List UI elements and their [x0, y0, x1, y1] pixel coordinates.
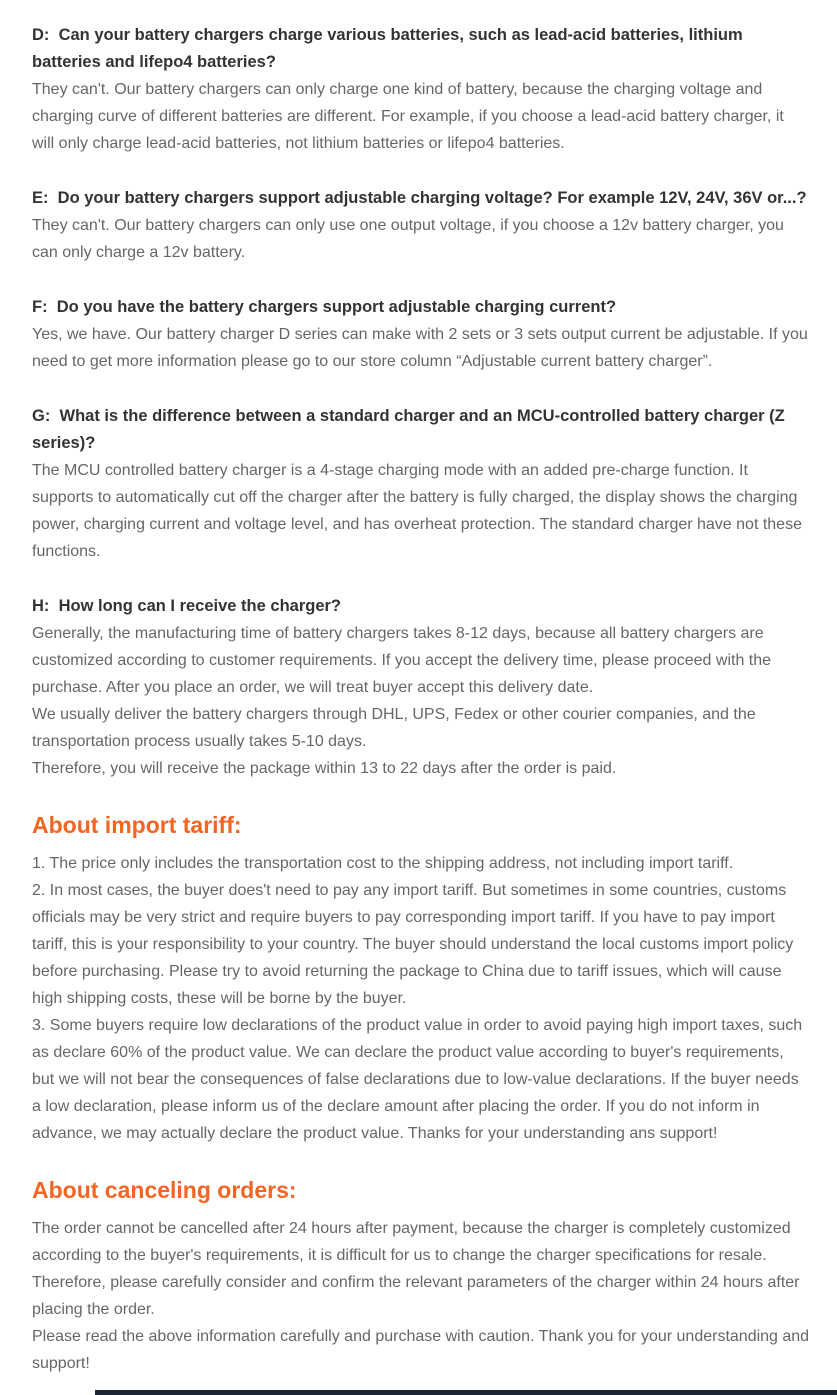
faq-answer [32, 76, 810, 157]
faq-item [32, 22, 810, 157]
notice-body [32, 850, 810, 1147]
notice-body [32, 1215, 810, 1377]
faq-section [32, 22, 810, 782]
faq-item [32, 593, 810, 782]
notice-paragraph: 3. Some buyers require low declarations of the product value in order to avoid paying high import taxes, such as declare 60% of the product value. We can declare the product value according to buyer's requirements, but we will not bear the consequences of false declarations due to low-value declarations. If the buyer needs a low declaration, please inform us of the declare amount after placing the order. If you do not inform in advance, we may actually declare the product value. Thanks for your understanding ans support! [32, 1017, 803, 1142]
faq-question: G: What is the difference between a standard charger and an MCU-controlled battery charger (Z series)? [32, 407, 790, 452]
faq-answer-paragraph: Therefore, you will receive the package within 13 to 22 days after the order is paid. [32, 760, 617, 777]
faq-answer [32, 212, 810, 266]
bottom-partial-bar [95, 1390, 837, 1395]
faq-question: D: Can your battery chargers charge various batteries, such as lead-acid batteries, lithium batteries and lifepo4 batteries? [32, 26, 748, 71]
faq-answer-paragraph: They can't. Our battery chargers can only charge one kind of battery, because the charging voltage and charging curve of different batteries are different. For example, if you choose a lead-acid battery charger, it will only charge lead-acid batteries, not lithium batteries or lifepo4 batteries. [32, 81, 784, 152]
faq-question: H: How long can I receive the charger? [32, 597, 341, 615]
faq-item [32, 403, 810, 565]
faq-item [32, 185, 810, 266]
notices-section [32, 810, 810, 1377]
notice-paragraph: 1. The price only includes the transportation cost to the shipping address, not including import tariff. [32, 855, 734, 872]
notice-paragraph: 2. In most cases, the buyer does't need to pay any import tariff. But sometimes in some countries, customs officials may be very strict and require buyers to pay corresponding import tariff. If you have to pay import tariff, this is your responsibility to your country. The buyer should understand the local customs import policy before purchasing. Please try to avoid returning the package to China due to tariff issues, which will cause high shipping costs, these will be borne by the buyer. [32, 882, 794, 1007]
faq-answer [32, 321, 810, 375]
faq-question: F: Do you have the battery chargers support adjustable charging current? [32, 298, 617, 316]
faq-answer-paragraph: The MCU controlled battery charger is a 4-stage charging mode with an added pre-charge function. It supports to automatically cut off the charger after the battery is fully charged, the display shows the charging power, charging current and voltage level, and has overheat protection. The standard charger have not these functions. [32, 462, 802, 560]
faq-answer-paragraph: They can't. Our battery chargers can only use one output voltage, if you choose a 12v battery charger, you can only charge a 12v battery. [32, 217, 784, 261]
faq-item [32, 294, 810, 375]
faq-answer-paragraph: We usually deliver the battery chargers through DHL, UPS, Fedex or other courier companies, and the transportation process usually takes 5-10 days. [32, 706, 756, 750]
notice-title: About canceling orders: [32, 1177, 297, 1203]
notice-block [32, 810, 810, 1147]
notice-block [32, 1175, 810, 1377]
faq-question: E: Do your battery chargers support adjustable charging voltage? For example 12V, 24V, 36V or...? [32, 189, 807, 207]
notice-title: About import tariff: [32, 812, 242, 838]
faq-answer [32, 620, 810, 782]
faq-answer [32, 457, 810, 565]
faq-answer-paragraph: Generally, the manufacturing time of battery chargers takes 8-12 days, because all battery chargers are customized according to customer requirements. If you accept the delivery time, please proceed with the purchase. After you place an order, we will treat buyer accept this delivery date. [32, 625, 772, 696]
notice-paragraph: The order cannot be cancelled after 24 hours after payment, because the charger is completely customized according to the buyer's requirements, it is difficult for us to change the charger specifications for resale. Therefore, please carefully consider and confirm the relevant parameters of the charger within 24 hours after placing the order. [32, 1220, 800, 1318]
faq-answer-paragraph: Yes, we have. Our battery charger D series can make with 2 sets or 3 sets output current be adjustable. If you need to get more information please go to our store column “Adjustable current battery charger”. [32, 326, 808, 370]
notice-paragraph: Please read the above information carefully and purchase with caution. Thank you for your understanding and support! [32, 1328, 810, 1372]
